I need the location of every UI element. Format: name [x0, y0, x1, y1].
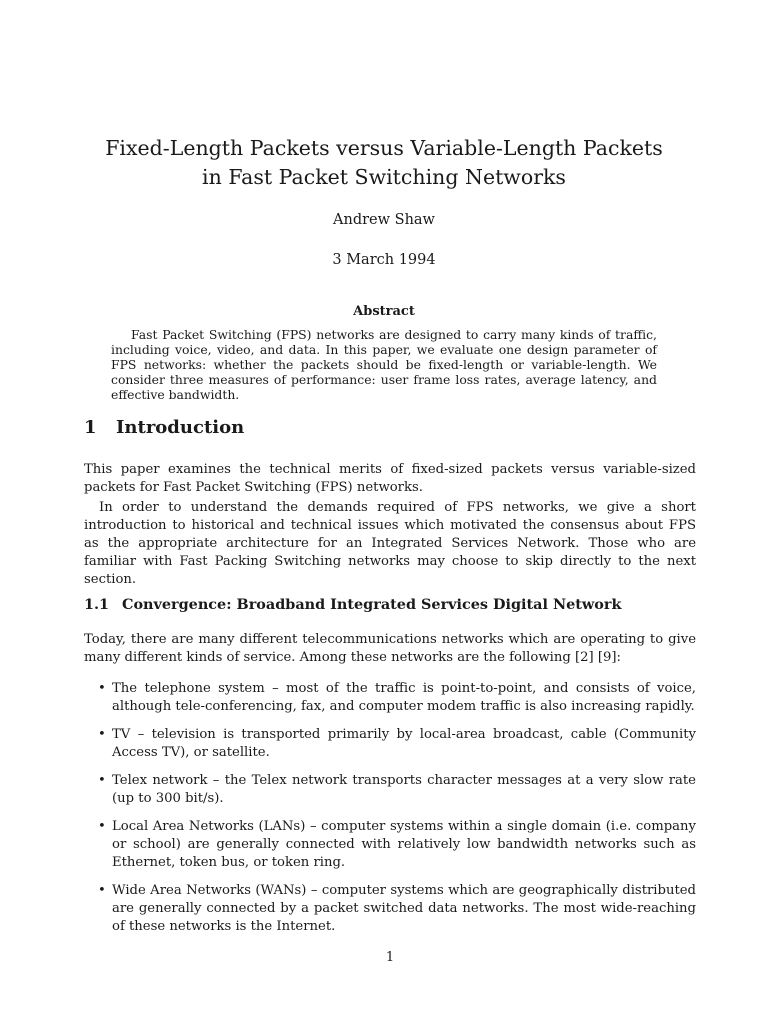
section-heading-introduction	[84, 417, 244, 438]
list-item-text: Wide Area Networks (WANs) – computer systems which are geographically distributed are generally connected by a packet switched data networks. The most wide-reaching of these networks is the Internet.	[112, 883, 696, 934]
abstract-heading: Abstract	[353, 304, 415, 319]
subsection-number: 1.1	[84, 596, 110, 613]
bullet-icon: •	[98, 681, 106, 696]
list-item-text: Telex network – the Telex network transports character messages at a very slow rate (up to 300 bit/s).	[112, 773, 696, 806]
page-number: 1	[385, 950, 395, 965]
list-item	[84, 818, 696, 872]
title-line-1: Fixed-Length Packets versus Variable-Length Packets	[105, 136, 663, 160]
intro-paragraph-1: This paper examines the technical merits of fixed-sized packets versus variable-sized packets for Fast Packet Switching (FPS) networks.	[84, 462, 696, 495]
publication-date: 3 March 1994	[332, 252, 436, 268]
section-title: Introduction	[116, 417, 245, 438]
section-number: 1	[84, 417, 97, 438]
bullet-icon: •	[98, 773, 106, 788]
list-item	[84, 726, 696, 762]
title-line-2: in Fast Packet Switching Networks	[202, 165, 566, 189]
network-types-list	[84, 680, 696, 946]
bullet-icon: •	[98, 883, 106, 898]
convergence-paragraph: Today, there are many different telecommunications networks which are operating to give many different kinds of service. Among these networks are the following [2] [9]:	[84, 632, 696, 665]
paper-title	[84, 134, 684, 192]
subsection-heading-convergence	[84, 596, 621, 613]
bullet-icon: •	[98, 819, 106, 834]
list-item-text: TV – television is transported primarily by local-area broadcast, cable (Community Access TV), or satellite.	[112, 727, 696, 760]
list-item	[84, 680, 696, 716]
list-item	[84, 772, 696, 808]
intro-paragraph-2: In order to understand the demands required of FPS networks, we give a short introduction to historical and technical issues which motivated the consensus about FPS as the appropriate architecture for an Integrated Services Network. Those who are familiar with Fast Packing Switching networks may choose to skip directly to the next section.	[84, 500, 696, 587]
list-item-text: The telephone system – most of the traffic is point-to-point, and consists of voice, although tele-conferencing, fax, and computer modem traffic is also increasing rapidly.	[112, 681, 696, 714]
list-item-text: Local Area Networks (LANs) – computer systems within a single domain (i.e. company or school) are generally connected with relatively low bandwidth networks such as Ethernet, token bus, or token ring.	[112, 819, 696, 870]
bullet-icon: •	[98, 727, 106, 742]
abstract-text: Fast Packet Switching (FPS) networks are designed to carry many kinds of traffic, including voice, video, and data. In this paper, we evaluate one design parameter of FPS networks: whether the packets should be fixed-length or variable-length. We consider three measures of performance: user frame loss rates, average latency, and effective bandwidth.	[111, 327, 657, 402]
subsection-title: Convergence: Broadband Integrated Services Digital Network	[122, 596, 622, 613]
author-name: Andrew Shaw	[333, 212, 435, 228]
list-item	[84, 882, 696, 936]
abstract-body	[111, 327, 657, 402]
